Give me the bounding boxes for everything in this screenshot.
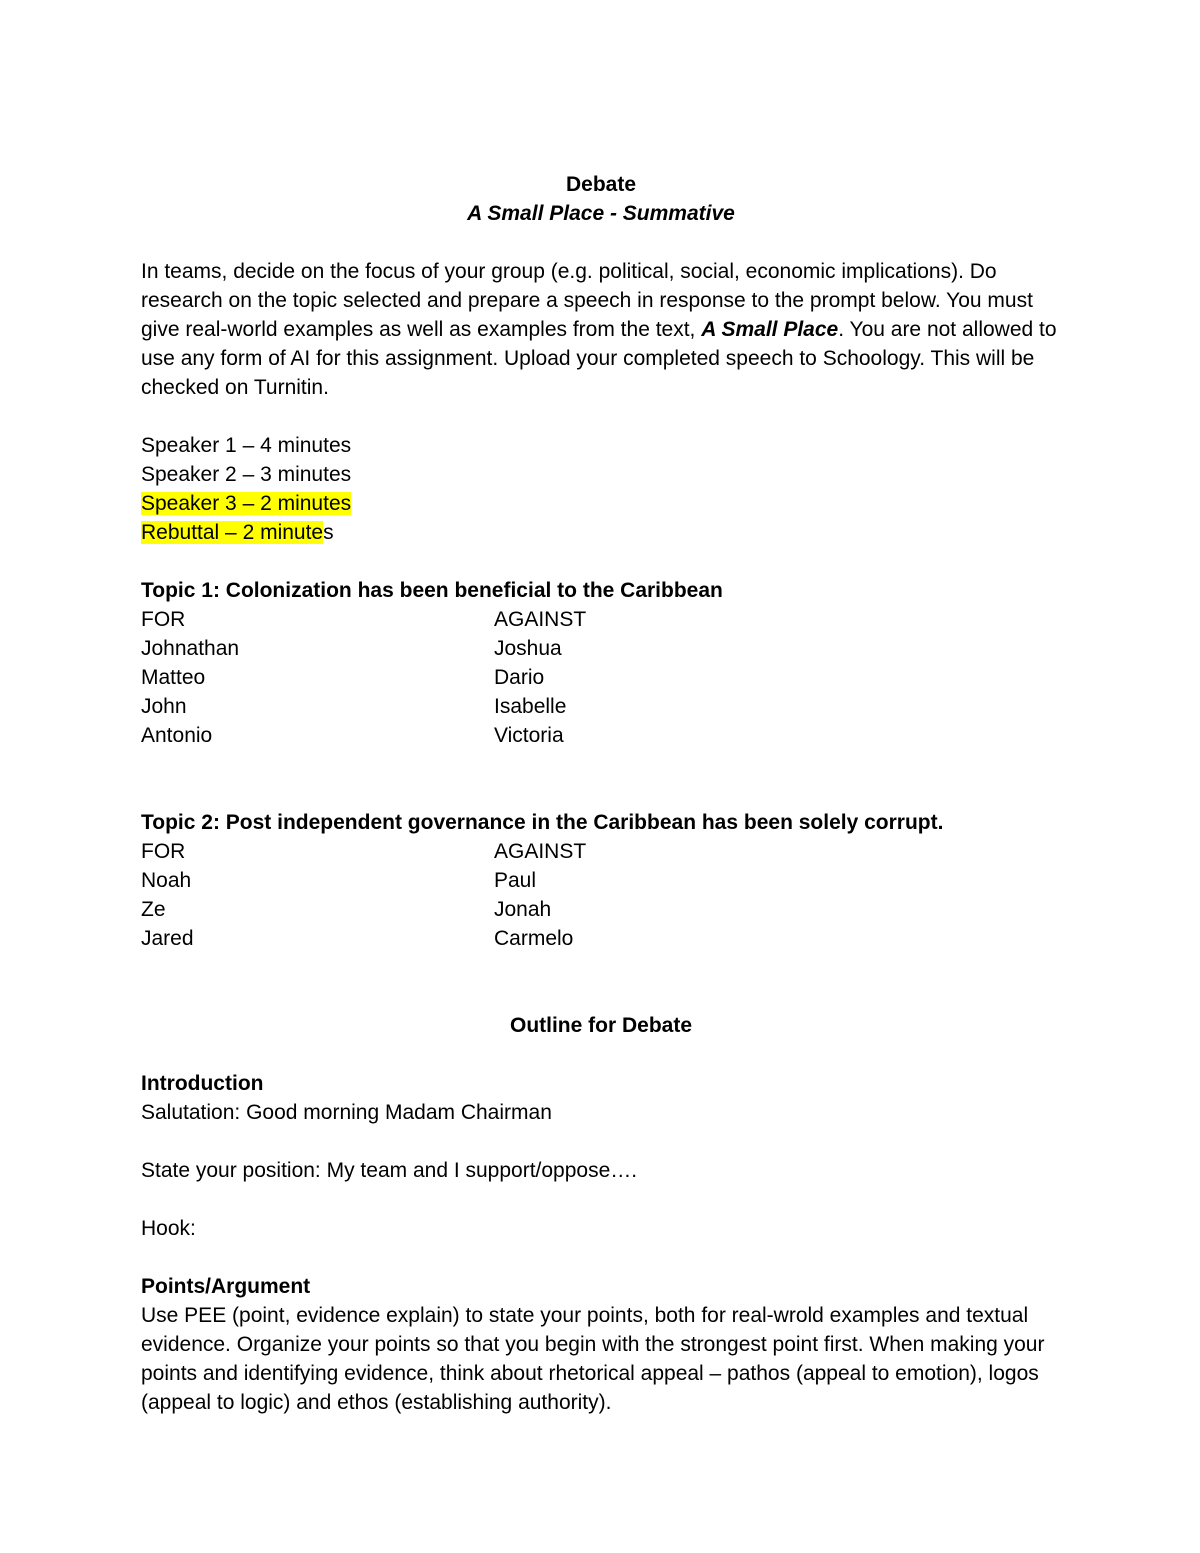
topic1-header-row: [141, 605, 1061, 634]
for-label: FOR: [141, 840, 186, 863]
topic2-header-row: [141, 837, 1061, 866]
points-paragraph: Use PEE (point, evidence explain) to state your points, both for real-wrold examples and textual evidence. Organize your points so that you begin with the strongest point first. When making your points and identifying evidence, think about rhetorical appeal – pathos (appeal to emotion), logos (appeal to logic) and ethos (establishing authority).: [141, 1304, 1045, 1414]
points-heading: Points/Argument: [141, 1275, 311, 1298]
topic1-section: [141, 576, 1061, 750]
instructions-part1: In teams, decide on the focus of your group (e.g. political, social, economic implications). Do research on the topic selected and prepare a speech in response to the prompt below. You must give real-world examples as well as examples from the text,: [141, 260, 1033, 341]
topic1-heading: Topic 1: Colonization has been beneficial to the Caribbean: [141, 579, 723, 602]
book-title: A Small Place: [701, 318, 839, 341]
team-row: Johnathan Joshua: [141, 637, 562, 660]
for-label: FOR: [141, 608, 186, 631]
speaker-item: Speaker 1 – 4 minutes: [141, 434, 352, 457]
speaker-item: Speaker 2 – 3 minutes: [141, 463, 352, 486]
team-row: John Isabelle: [141, 695, 567, 718]
against-label: AGAINST: [494, 840, 587, 863]
document-subtitle: A Small Place - Summative: [467, 202, 735, 225]
document-title: Debate: [565, 173, 637, 196]
introduction-heading: Introduction: [141, 1072, 264, 1095]
highlighted-text: Rebuttal – 2 minute: [141, 521, 324, 544]
team-row: Noah Paul: [141, 869, 537, 892]
hook-line: Hook:: [141, 1217, 196, 1240]
team-row: Antonio Victoria: [141, 724, 564, 747]
highlighted-text: Speaker 3 – 2 minutes: [141, 492, 352, 515]
speaker-item: Rebuttal – 2 minutes: [141, 521, 334, 544]
speaker-item: [141, 489, 1061, 518]
document-page: [141, 170, 1061, 1417]
team-row: Jared Carmelo: [141, 927, 574, 950]
outline-title: Outline for Debate: [509, 1014, 693, 1037]
speaker-list: [141, 431, 1061, 547]
instructions-paragraph: [141, 257, 1061, 402]
salutation-line: Salutation: Good morning Madam Chairman: [141, 1101, 552, 1124]
position-line: State your position: My team and I support/oppose….: [141, 1159, 638, 1182]
against-label: AGAINST: [494, 608, 587, 631]
team-row: Ze Jonah: [141, 898, 552, 921]
instructions-part2: . You are not allowed to use any form of AI for this assignment. Upload your completed speech to Schoology. This will be checked on Turnitin.: [141, 318, 1057, 399]
topic2-section: [141, 808, 1061, 953]
topic2-heading: Topic 2: Post independent governance in the Caribbean has been solely corrupt.: [141, 811, 944, 834]
team-row: Matteo Dario: [141, 666, 545, 689]
